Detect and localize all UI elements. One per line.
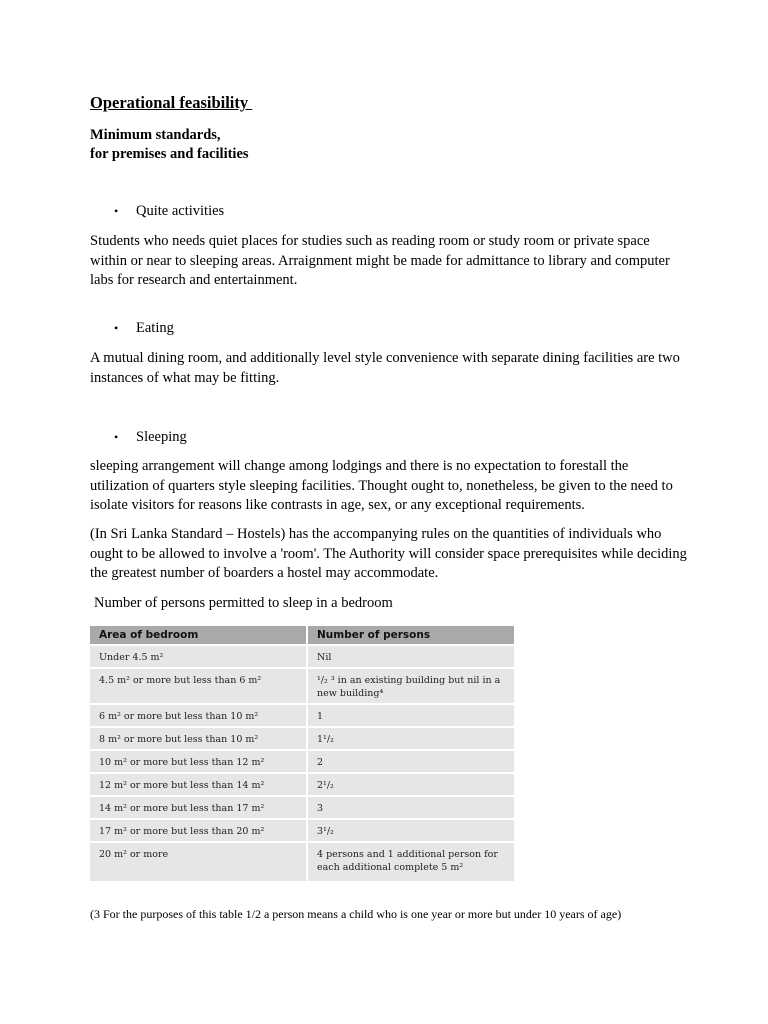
- bullet-dot-icon: •: [114, 204, 119, 218]
- bullet-dot-icon: •: [114, 321, 119, 335]
- paragraph-quiet-activities: Students who needs quiet places for studies such as reading room or study room or private space within or near to sleeping areas. Arraignment might be made for admittance to library and computer labs for research and entertainment.: [90, 233, 670, 288]
- header-persons: Number of persons: [307, 626, 514, 645]
- persons-cell: 1: [307, 704, 514, 727]
- bullet-sleeping: [114, 429, 187, 446]
- table-footnote: (3 For the purposes of this table 1/2 a person means a child who is one year or more but under 10 years of age): [90, 907, 622, 921]
- table-row: [90, 842, 514, 881]
- persons-cell: Nil: [307, 645, 514, 668]
- paragraph-sleeping: sleeping arrangement will change among lodgings and there is no expectation to forestall the utilization of quarters style sleeping facilities. Thought ought to, nonetheless, be given to the need to isolate visitors for reasons like contrasts in age, sex, or any exceptional requirements.: [90, 458, 673, 513]
- bullet-label: Sleeping: [136, 429, 187, 445]
- table-row: [90, 796, 514, 819]
- persons-cell: 2: [307, 750, 514, 773]
- page-title: Operational feasibility: [90, 93, 253, 112]
- area-cell: 14 m² or more but less than 17 m²: [90, 796, 307, 819]
- area-cell: 12 m² or more but less than 14 m²: [90, 773, 307, 796]
- persons-cell: ¹/₂ ³ in an existing building but nil in a new building⁴: [307, 668, 514, 704]
- bullet-label: Quite activities: [136, 203, 225, 219]
- bullet-eating: [114, 320, 174, 337]
- subtitle-line-2: for premises and facilities: [90, 146, 249, 162]
- area-cell: Under 4.5 m²: [90, 645, 307, 668]
- header-area: Area of bedroom: [90, 626, 307, 645]
- area-cell: 17 m² or more but less than 20 m²: [90, 819, 307, 842]
- table-header-row: [90, 626, 514, 645]
- persons-cell: 1¹/₂: [307, 727, 514, 750]
- table-row: [90, 727, 514, 750]
- bullet-dot-icon: •: [114, 430, 119, 444]
- table-caption: Number of persons permitted to sleep in a bedroom: [94, 595, 393, 611]
- persons-table: [90, 626, 514, 881]
- table-row: [90, 773, 514, 796]
- paragraph-eating: A mutual dining room, and additionally level style convenience with separate dining facilities are two instances of what may be fitting.: [90, 350, 680, 386]
- table-row: [90, 750, 514, 773]
- persons-cell: 3: [307, 796, 514, 819]
- area-cell: 4.5 m² or more but less than 6 m²: [90, 668, 307, 704]
- area-cell: 10 m² or more but less than 12 m²: [90, 750, 307, 773]
- persons-cell: 2¹/₂: [307, 773, 514, 796]
- bullet-label: Eating: [136, 320, 174, 336]
- table-row: [90, 819, 514, 842]
- persons-cell: 3¹/₂: [307, 819, 514, 842]
- subtitle-line-1: Minimum standards,: [90, 127, 221, 143]
- persons-cell: 4 persons and 1 additional person for each additional complete 5 m²: [307, 842, 514, 881]
- table-row: [90, 645, 514, 668]
- table-row: [90, 704, 514, 727]
- subtitle: [90, 126, 249, 164]
- area-cell: 6 m² or more but less than 10 m²: [90, 704, 307, 727]
- area-cell: 20 m² or more: [90, 842, 307, 881]
- area-cell: 8 m² or more but less than 10 m²: [90, 727, 307, 750]
- bullet-quiet-activities: [114, 203, 224, 220]
- table-row: [90, 668, 514, 704]
- paragraph-standard: (In Sri Lanka Standard – Hostels) has the accompanying rules on the quantities of individuals who ought to be allowed to involve a 'room'. The Authority will consider space prerequisites while deciding the greatest number of boarders a hostel may accommodate.: [90, 526, 687, 581]
